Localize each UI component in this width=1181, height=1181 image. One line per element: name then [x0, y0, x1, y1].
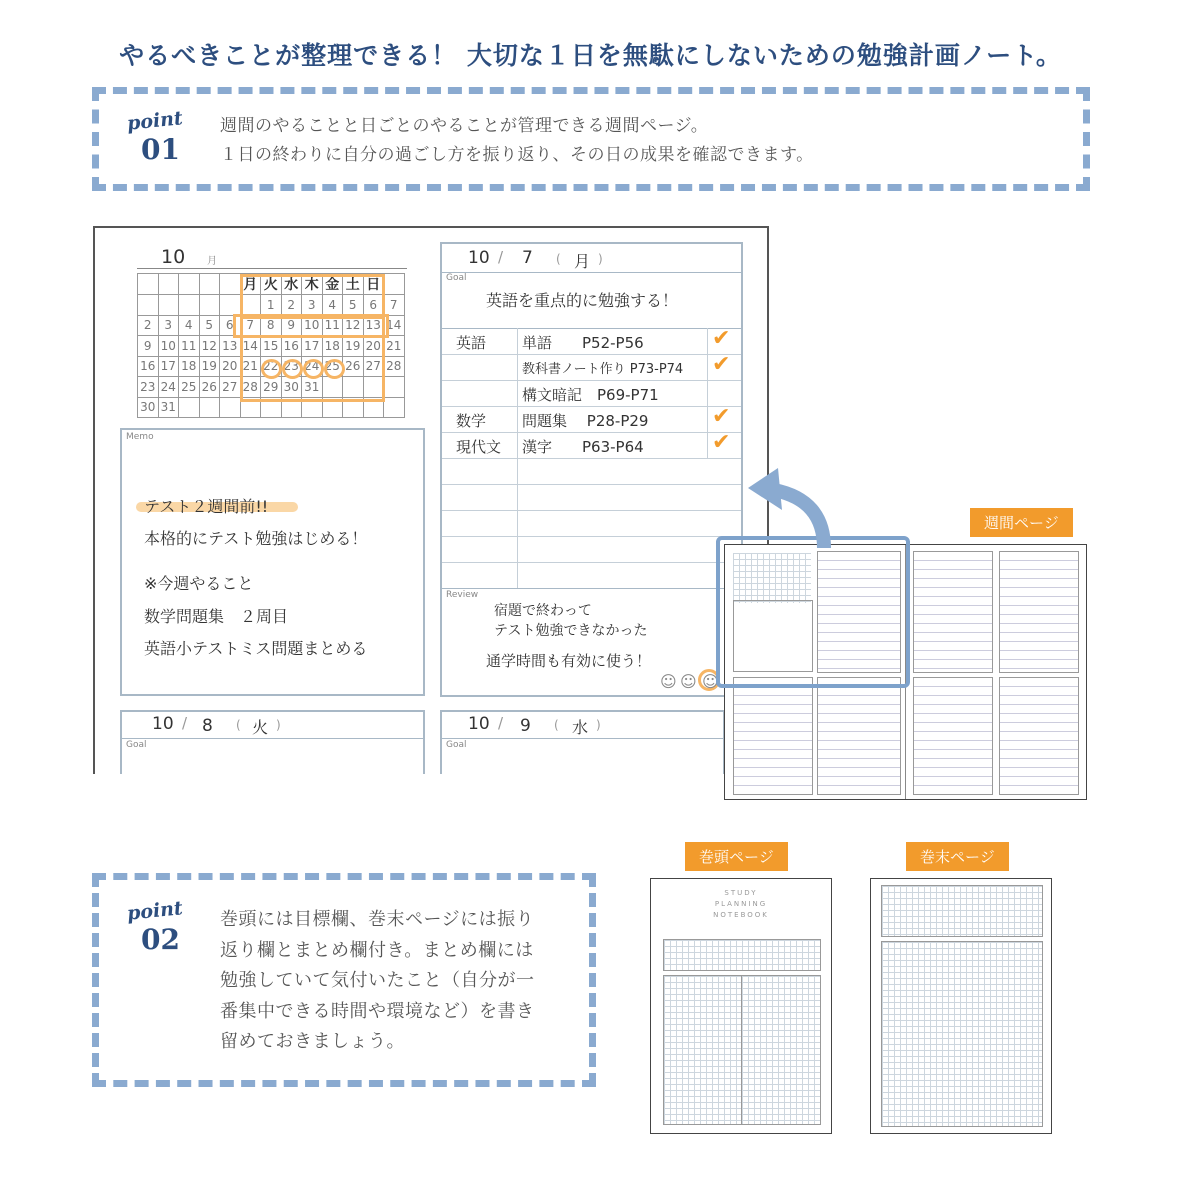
goal-label: Goal — [446, 740, 467, 750]
calendar-day: 1 — [261, 295, 282, 316]
calendar-day: 7 — [240, 315, 261, 336]
calendar-weekday: 月 — [240, 274, 261, 295]
review-line: テスト勉強できなかった — [494, 623, 648, 639]
calendar-day: 24 — [302, 356, 323, 377]
review-line: 宿題で終わって — [494, 603, 592, 619]
day-circle — [303, 359, 324, 379]
weekly-page-closeup — [93, 226, 769, 774]
calendar-day — [158, 295, 179, 316]
calendar-day: 17 — [302, 336, 323, 357]
zoom-frame — [716, 536, 910, 688]
calendar-day: 14 — [240, 336, 261, 357]
goal-label: Goal — [126, 740, 147, 750]
memo-line: 本格的にテスト勉強はじめる！ — [144, 529, 368, 548]
day-month: 10 — [152, 714, 174, 734]
review-label: Review — [446, 590, 479, 600]
front-page-thumbnail — [650, 878, 832, 1134]
calendar-month-unit: 月 — [207, 256, 217, 267]
goal-text: 英語を重点的に勉強する！ — [486, 291, 679, 310]
calendar-weekday: 水 — [281, 274, 302, 295]
goal-label: Goal — [446, 273, 467, 283]
thumb-day — [999, 551, 1079, 673]
calendar-day: 31 — [158, 397, 179, 418]
back-page-badge: 巻末ページ — [906, 842, 1009, 871]
task-item: 単語 P52-P56 — [522, 334, 644, 352]
calendar-day: 6 — [363, 295, 384, 316]
front-title: STUDY — [724, 889, 758, 897]
point2-line: 巻頭には目標欄、巻末ページには振り — [220, 909, 535, 930]
memo-line: 数学問題集 ２周目 — [144, 607, 289, 626]
day-number: 9 — [520, 716, 531, 736]
calendar-day: 18 — [179, 356, 200, 377]
calendar-day: 6 — [220, 315, 241, 336]
calendar-day: 25 — [322, 356, 343, 377]
row-highlight — [233, 314, 389, 338]
check-icon: ✔ — [712, 326, 731, 351]
point2-line: 番集中できる時間や環境など）を書き — [220, 1001, 535, 1022]
calendar-day: 5 — [343, 295, 364, 316]
calendar-day — [199, 295, 220, 316]
calendar-day: 19 — [199, 356, 220, 377]
face-icon: ☺ — [660, 672, 677, 691]
calendar-weekday: 火 — [261, 274, 282, 295]
point2-number: 02 — [141, 923, 180, 956]
calendar-day: 2 — [138, 315, 159, 336]
point1-line1: 週間のやることと日ごとのやることが管理できる週間ページ。 — [220, 116, 709, 136]
calendar-day — [179, 397, 200, 418]
calendar-weekday: 土 — [343, 274, 364, 295]
point1-number: 01 — [141, 133, 180, 166]
day-weekday: 火 — [252, 718, 269, 737]
calendar-day: 29 — [261, 377, 282, 398]
back-review-grid — [881, 885, 1043, 937]
calendar-month: 10 — [161, 246, 186, 268]
task-subject: 数学 — [456, 412, 487, 430]
task-item: 構文暗記 P69-P71 — [522, 386, 659, 404]
calendar-day: 20 — [220, 356, 241, 377]
face-icon: ☺ — [680, 672, 697, 691]
calendar-day: 11 — [179, 336, 200, 357]
day-panel-10-7: 10 / 7 ( 月 ) Goal 英語を重点的に勉強する！ 英語 単語 P52-P56 ✔ 教科書ノート作り P73-P74 ✔ 構文暗記 P69-P71 数学 問題集 P28-P29 ✔ 現代文 漢字 P63-P64 ✔ Review 宿題で終わって テスト勉強できなかった 通学時間も有効に使う！ ☺ ☺ ☺ — [440, 242, 743, 697]
calendar-day: 10 — [158, 336, 179, 357]
check-icon: ✔ — [712, 404, 731, 429]
headline: やるべきことが整理できる！ 大切な１日を無駄にしないための勉強計画ノート。 — [119, 41, 1062, 70]
back-page-thumbnail — [870, 878, 1052, 1134]
point2-line: 返り欄とまとめ欄付き。まとめ欄には — [220, 940, 534, 961]
calendar-day: 25 — [179, 377, 200, 398]
calendar-weekday: 木 — [302, 274, 323, 295]
calendar-day: 10 — [302, 315, 323, 336]
front-plan-grid — [663, 975, 821, 1125]
calendar-day: 8 — [261, 315, 282, 336]
calendar-day: 9 — [138, 336, 159, 357]
calendar-day: 24 — [158, 377, 179, 398]
thumb-day — [913, 551, 993, 673]
task-item: 教科書ノート作り P73-P74 — [522, 362, 684, 377]
day-number: 8 — [202, 716, 213, 736]
task-subject: 現代文 — [456, 438, 502, 456]
calendar-day: 23 — [138, 377, 159, 398]
memo-line: ※今週やること — [144, 574, 254, 593]
day-circle — [282, 359, 303, 379]
calendar-day: 5 — [199, 315, 220, 336]
day-panel-10-8: 10 / 8 ( 火 ) Goal — [120, 710, 425, 774]
calendar-day: 20 — [363, 336, 384, 357]
thumb-day — [913, 677, 993, 795]
calendar-day: 27 — [220, 377, 241, 398]
weekly-page-badge: 週間ページ — [970, 508, 1073, 537]
calendar-day: 21 — [240, 356, 261, 377]
check-icon: ✔ — [712, 352, 731, 377]
day-number: 7 — [522, 248, 533, 268]
calendar-day — [138, 295, 159, 316]
task-item: 漢字 P63-P64 — [522, 438, 644, 456]
point1-line2: １日の終わりに自分の過ごし方を振り返り、その日の成果を確認できます。 — [220, 145, 814, 165]
calendar-day — [179, 295, 200, 316]
calendar-day — [384, 377, 405, 398]
memo-line: テスト２週間前!! — [144, 497, 269, 516]
calendar-day: 27 — [363, 356, 384, 377]
calendar-day: 3 — [302, 295, 323, 316]
calendar-day: 3 — [158, 315, 179, 336]
day-circle — [324, 359, 345, 379]
calendar-day: 28 — [240, 377, 261, 398]
calendar-day: 28 — [384, 356, 405, 377]
day-circle — [261, 359, 282, 379]
calendar-day: 7 — [384, 295, 405, 316]
calendar-day: 13 — [220, 336, 241, 357]
calendar-day: 18 — [322, 336, 343, 357]
calendar-day: 14 — [384, 315, 405, 336]
calendar-day — [384, 397, 405, 418]
thumb-day — [817, 677, 901, 795]
calendar-day: 17 — [158, 356, 179, 377]
front-goal-grid — [663, 939, 821, 971]
point2-word: point — [126, 897, 184, 925]
memo-panel — [120, 428, 425, 696]
face-icon: ☺ — [702, 672, 719, 691]
check-icon: ✔ — [712, 430, 731, 455]
calendar-day: 15 — [261, 336, 282, 357]
calendar-day: 30 — [138, 397, 159, 418]
point2-line: 勉強していて気付いたこと（自分が一 — [220, 970, 535, 991]
weekday-highlight — [240, 274, 385, 319]
calendar-day: 16 — [138, 356, 159, 377]
memo-line: 英語小テストミス問題まとめる — [144, 639, 368, 658]
calendar-day: 4 — [322, 295, 343, 316]
front-title: PLANNING — [714, 900, 768, 908]
task-subject: 英語 — [456, 334, 487, 352]
calendar-day: 23 — [281, 356, 302, 377]
calendar-day — [220, 295, 241, 316]
day-weekday: 水 — [572, 718, 589, 737]
calendar-day — [199, 397, 220, 418]
front-title: NOTEBOOK — [713, 911, 769, 919]
point2-line: 留めておきましょう。 — [220, 1031, 405, 1052]
calendar-day: 21 — [384, 336, 405, 357]
calendar-day: 11 — [322, 315, 343, 336]
review-line: 通学時間も有効に使う！ — [486, 652, 652, 670]
back-summary-grid — [881, 941, 1043, 1127]
calendar-day: 30 — [281, 377, 302, 398]
calendar-day: 4 — [179, 315, 200, 336]
curved-arrow-icon — [744, 460, 834, 550]
day-month: 10 — [468, 714, 490, 734]
calendar-day: 22 — [261, 356, 282, 377]
calendar-day: 9 — [281, 315, 302, 336]
day-month: 10 — [468, 248, 490, 268]
calendar-day: 31 — [302, 377, 323, 398]
calendar-day: 12 — [343, 315, 364, 336]
calendar-day: 26 — [199, 377, 220, 398]
thumb-day — [733, 677, 813, 795]
thumb-day — [999, 677, 1079, 795]
calendar-day: 26 — [343, 356, 364, 377]
task-item: 問題集 P28-P29 — [522, 412, 649, 430]
calendar-day: 13 — [363, 315, 384, 336]
day-weekday: 月 — [574, 252, 591, 271]
calendar-weekday: 日 — [363, 274, 384, 295]
calendar-day: 12 — [199, 336, 220, 357]
calendar-weekday: 金 — [322, 274, 343, 295]
memo-label: Memo — [126, 432, 154, 442]
front-page-badge: 巻頭ページ — [685, 842, 788, 871]
calendar-day — [220, 397, 241, 418]
calendar-day: 2 — [281, 295, 302, 316]
calendar-day: 16 — [281, 336, 302, 357]
day-panel-10-9: 10 / 9 ( 水 ) Goal — [440, 710, 725, 774]
calendar-day: 19 — [343, 336, 364, 357]
point1-word: point — [126, 107, 184, 135]
